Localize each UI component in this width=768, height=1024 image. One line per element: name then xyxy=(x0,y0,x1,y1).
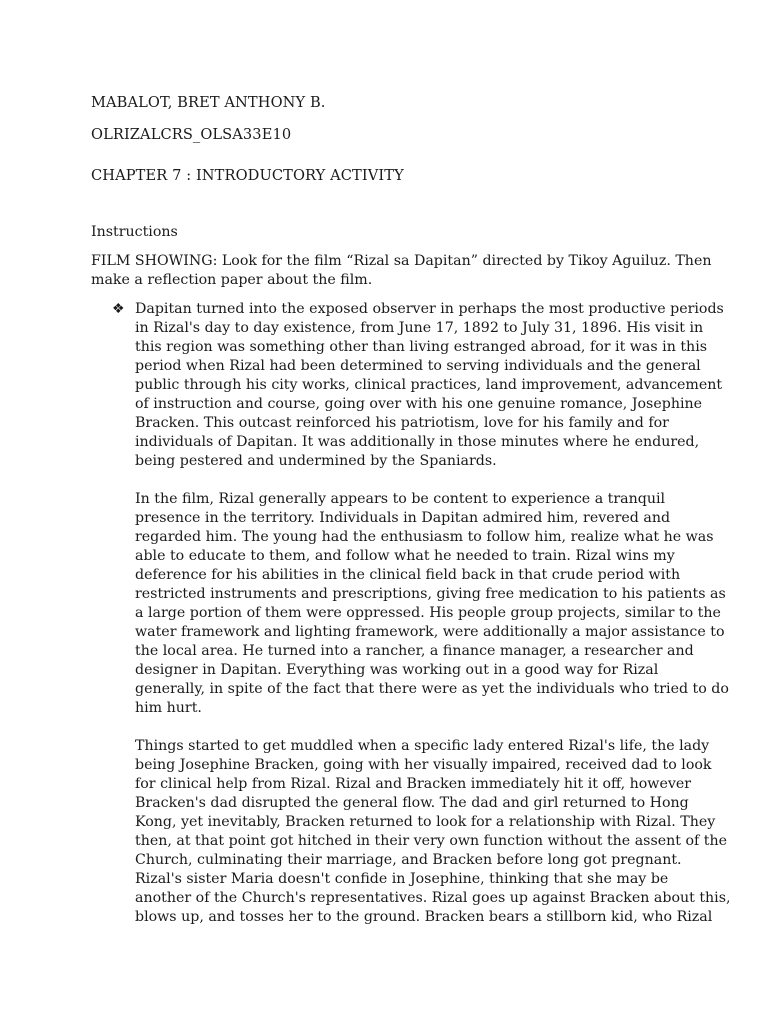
paragraph-line: this region was something other than living estranged abroad, for it was in this xyxy=(135,339,708,355)
paragraph-line: period when Rizal had been determined to serving individuals and the general xyxy=(135,358,701,374)
paragraph-line: the local area. He turned into a rancher, a finance manager, a researcher and xyxy=(135,643,694,659)
paragraph-line: another of the Church's representatives. Rizal goes up against Bracken about this, xyxy=(135,890,731,906)
author-name: MABALOT, BRET ANTHONY B. xyxy=(91,94,326,111)
paragraph-line: in Rizal's day to day existence, from June 17, 1892 to July 31, 1896. His visit in xyxy=(135,320,704,336)
paragraph-line: individuals of Dapitan. It was additionally in those minutes where he endured, xyxy=(135,434,700,450)
paragraph-line: restricted instruments and prescriptions, giving free medication to his patients as xyxy=(135,586,726,602)
paragraph-1 xyxy=(135,300,724,471)
paragraph-line: Kong, yet inevitably, Bracken returned to look for a relationship with Rizal. They xyxy=(135,814,716,830)
paragraph-line: deference for his abilities in the clinical field back in that crude period with xyxy=(135,567,681,583)
paragraph-line: designer in Dapitan. Everything was working out in a good way for Rizal xyxy=(135,662,659,678)
paragraph-2 xyxy=(135,490,729,718)
instructions-line: FILM SHOWING: Look for the film “Rizal sa Dapitan” directed by Tikoy Aguiluz. Then xyxy=(91,253,712,269)
paragraph-line: being pestered and undermined by the Spaniards. xyxy=(135,453,497,469)
paragraph-line: Church, culminating their marriage, and Bracken before long got pregnant. xyxy=(135,852,682,868)
bullet-diamond-icon: ❖ xyxy=(112,301,125,317)
paragraph-line: water framework and lighting framework, were additionally a major assistance to xyxy=(135,624,725,640)
instructions-text xyxy=(91,252,712,290)
paragraph-line: for clinical help from Rizal. Rizal and Bracken immediately hit it off, however xyxy=(135,776,692,792)
paragraph-line: presence in the territory. Individuals in Dapitan admired him, revered and xyxy=(135,510,671,526)
paragraph-line: Rizal's sister Maria doesn't confide in Josephine, thinking that she may be xyxy=(135,871,669,887)
paragraph-line: Dapitan turned into the exposed observer in perhaps the most productive periods xyxy=(135,301,724,317)
paragraph-line: public through his city works, clinical practices, land improvement, advancement xyxy=(135,377,723,393)
paragraph-line: then, at that point got hitched in their very own function without the assent of the xyxy=(135,833,728,849)
chapter-title: CHAPTER 7 : INTRODUCTORY ACTIVITY xyxy=(91,167,404,184)
paragraph-line: a large portion of them were oppressed. His people group projects, similar to the xyxy=(135,605,721,621)
paragraph-line: Bracken. This outcast reinforced his patriotism, love for his family and for xyxy=(135,415,669,431)
paragraph-line: In the film, Rizal generally appears to be content to experience a tranquil xyxy=(135,491,666,507)
paragraph-line: him hurt. xyxy=(135,700,202,716)
paragraph-line: regarded him. The young had the enthusiasm to follow him, realize what he was xyxy=(135,529,714,545)
instructions-line: make a reflection paper about the film. xyxy=(91,272,373,288)
paragraph-line: blows up, and tosses her to the ground. Bracken bears a stillborn kid, who Rizal xyxy=(135,909,713,925)
instructions-heading: Instructions xyxy=(91,224,178,240)
paragraph-line: generally, in spite of the fact that there were as yet the individuals who tried to do xyxy=(135,681,729,697)
paragraph-line: of instruction and course, going over with his one genuine romance, Josephine xyxy=(135,396,703,412)
paragraph-line: Bracken's dad disrupted the general flow. The dad and girl returned to Hong xyxy=(135,795,689,811)
paragraph-line: being Josephine Bracken, going with her visually impaired, received dad to look xyxy=(135,757,712,773)
paragraph-line: able to educate to them, and follow what he needed to train. Rizal wins my xyxy=(135,548,675,564)
course-code: OLRIZALCRS_OLSA33E10 xyxy=(91,126,292,143)
paragraph-line: Things started to get muddled when a specific lady entered Rizal's life, the lady xyxy=(135,738,710,754)
paragraph-3 xyxy=(135,737,731,927)
